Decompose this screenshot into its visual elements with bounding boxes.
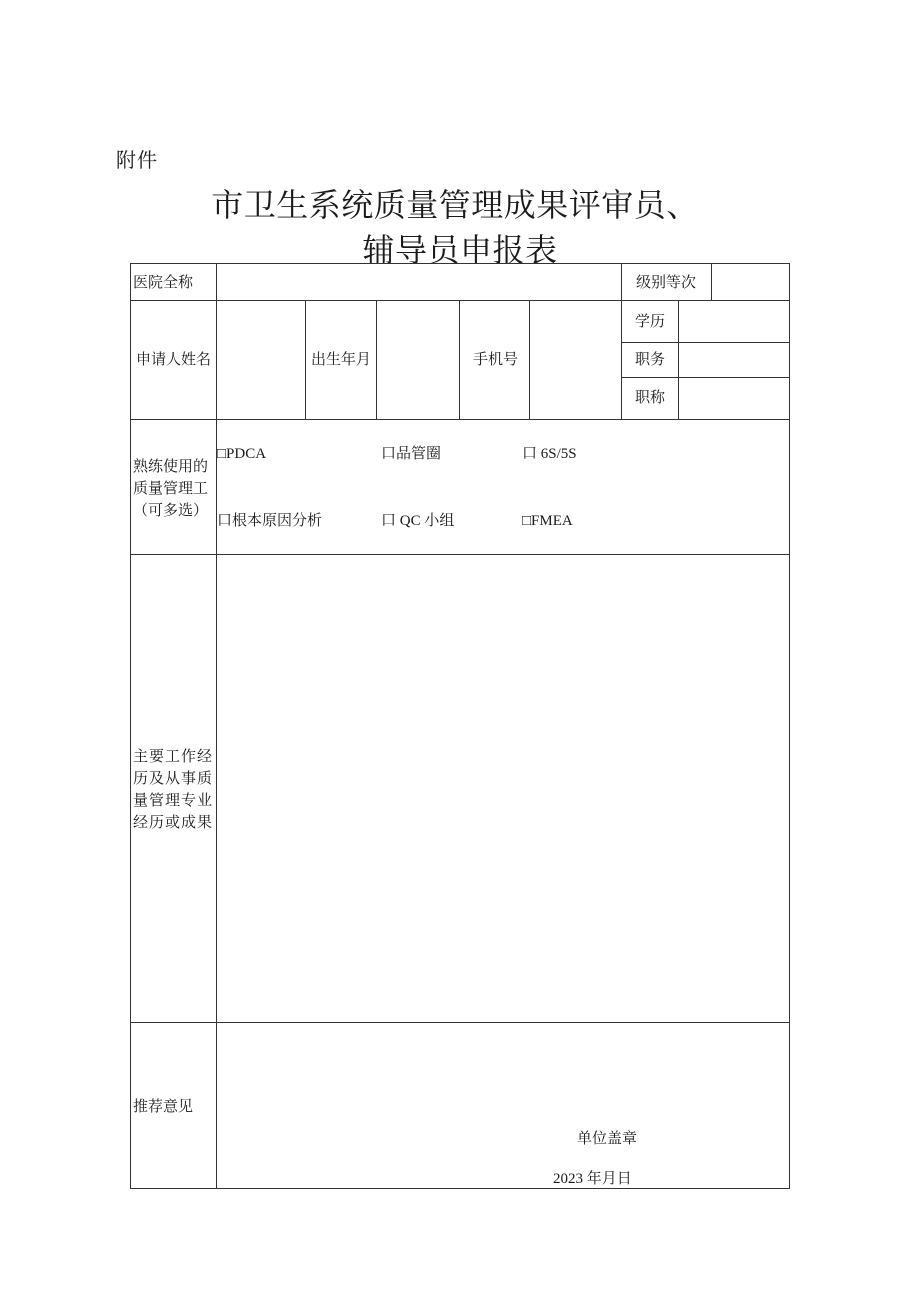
row-divider — [621, 377, 789, 378]
application-form-table — [130, 263, 790, 1189]
level-label: 级别等次 — [636, 275, 697, 291]
6s-5s-checkbox[interactable]: 口 6S/5S — [522, 446, 577, 462]
unit-seal-label: 单位盖章 — [577, 1131, 638, 1147]
col-divider — [711, 264, 712, 300]
experience-label-line: 历及从事质 — [133, 771, 214, 787]
attachment-label: 附件 — [116, 148, 158, 172]
col-divider — [621, 300, 622, 419]
row-divider — [131, 419, 789, 420]
row-divider — [131, 300, 789, 301]
recommendation-label: 推荐意见 — [133, 1099, 194, 1115]
phone-label: 手机号 — [473, 352, 519, 368]
experience-label-line: 主要工作经 — [133, 749, 214, 765]
tools-label — [133, 456, 208, 522]
applicant-name-label: 申请人姓名 — [136, 352, 212, 368]
qc-group-checkbox[interactable]: 口 QC 小组 — [381, 513, 455, 529]
experience-field[interactable] — [217, 555, 789, 1022]
birth-date-label: 出生年月 — [311, 352, 372, 368]
fmea-checkbox[interactable]: □FMEA — [522, 513, 573, 529]
col-divider — [621, 264, 622, 300]
form-title-line-2: 辅导员申报表 — [362, 231, 558, 269]
form-title-line-1: 市卫生系统质量管理成果评审员、 — [211, 186, 699, 224]
col-divider — [529, 300, 530, 419]
col-divider — [459, 300, 460, 419]
tools-label-line: （可多选） — [133, 503, 209, 519]
col-divider — [305, 300, 306, 419]
col-divider — [678, 300, 679, 419]
tools-label-line: 质量管理工 — [133, 481, 209, 497]
date-label: 2023 年月日 — [553, 1171, 632, 1187]
tools-label-line: 熟练使用的 — [133, 459, 209, 475]
experience-label-line: 量管理专业 — [133, 793, 214, 809]
row-divider — [621, 342, 789, 343]
experience-label-line: 经历或成果 — [133, 815, 214, 831]
pdca-checkbox[interactable]: □PDCA — [217, 446, 267, 462]
experience-label — [133, 746, 213, 834]
recommendation-field[interactable] — [217, 1023, 789, 1123]
qcc-checkbox[interactable]: 口品管圈 — [381, 446, 442, 462]
root-cause-analysis-checkbox[interactable]: 口根本原因分析 — [217, 513, 323, 529]
hospital-name-label: 医院全称 — [133, 275, 194, 291]
professional-title-label: 职称 — [635, 390, 666, 406]
position-label: 职务 — [635, 352, 666, 368]
col-divider — [376, 300, 377, 419]
education-label: 学历 — [635, 314, 666, 330]
